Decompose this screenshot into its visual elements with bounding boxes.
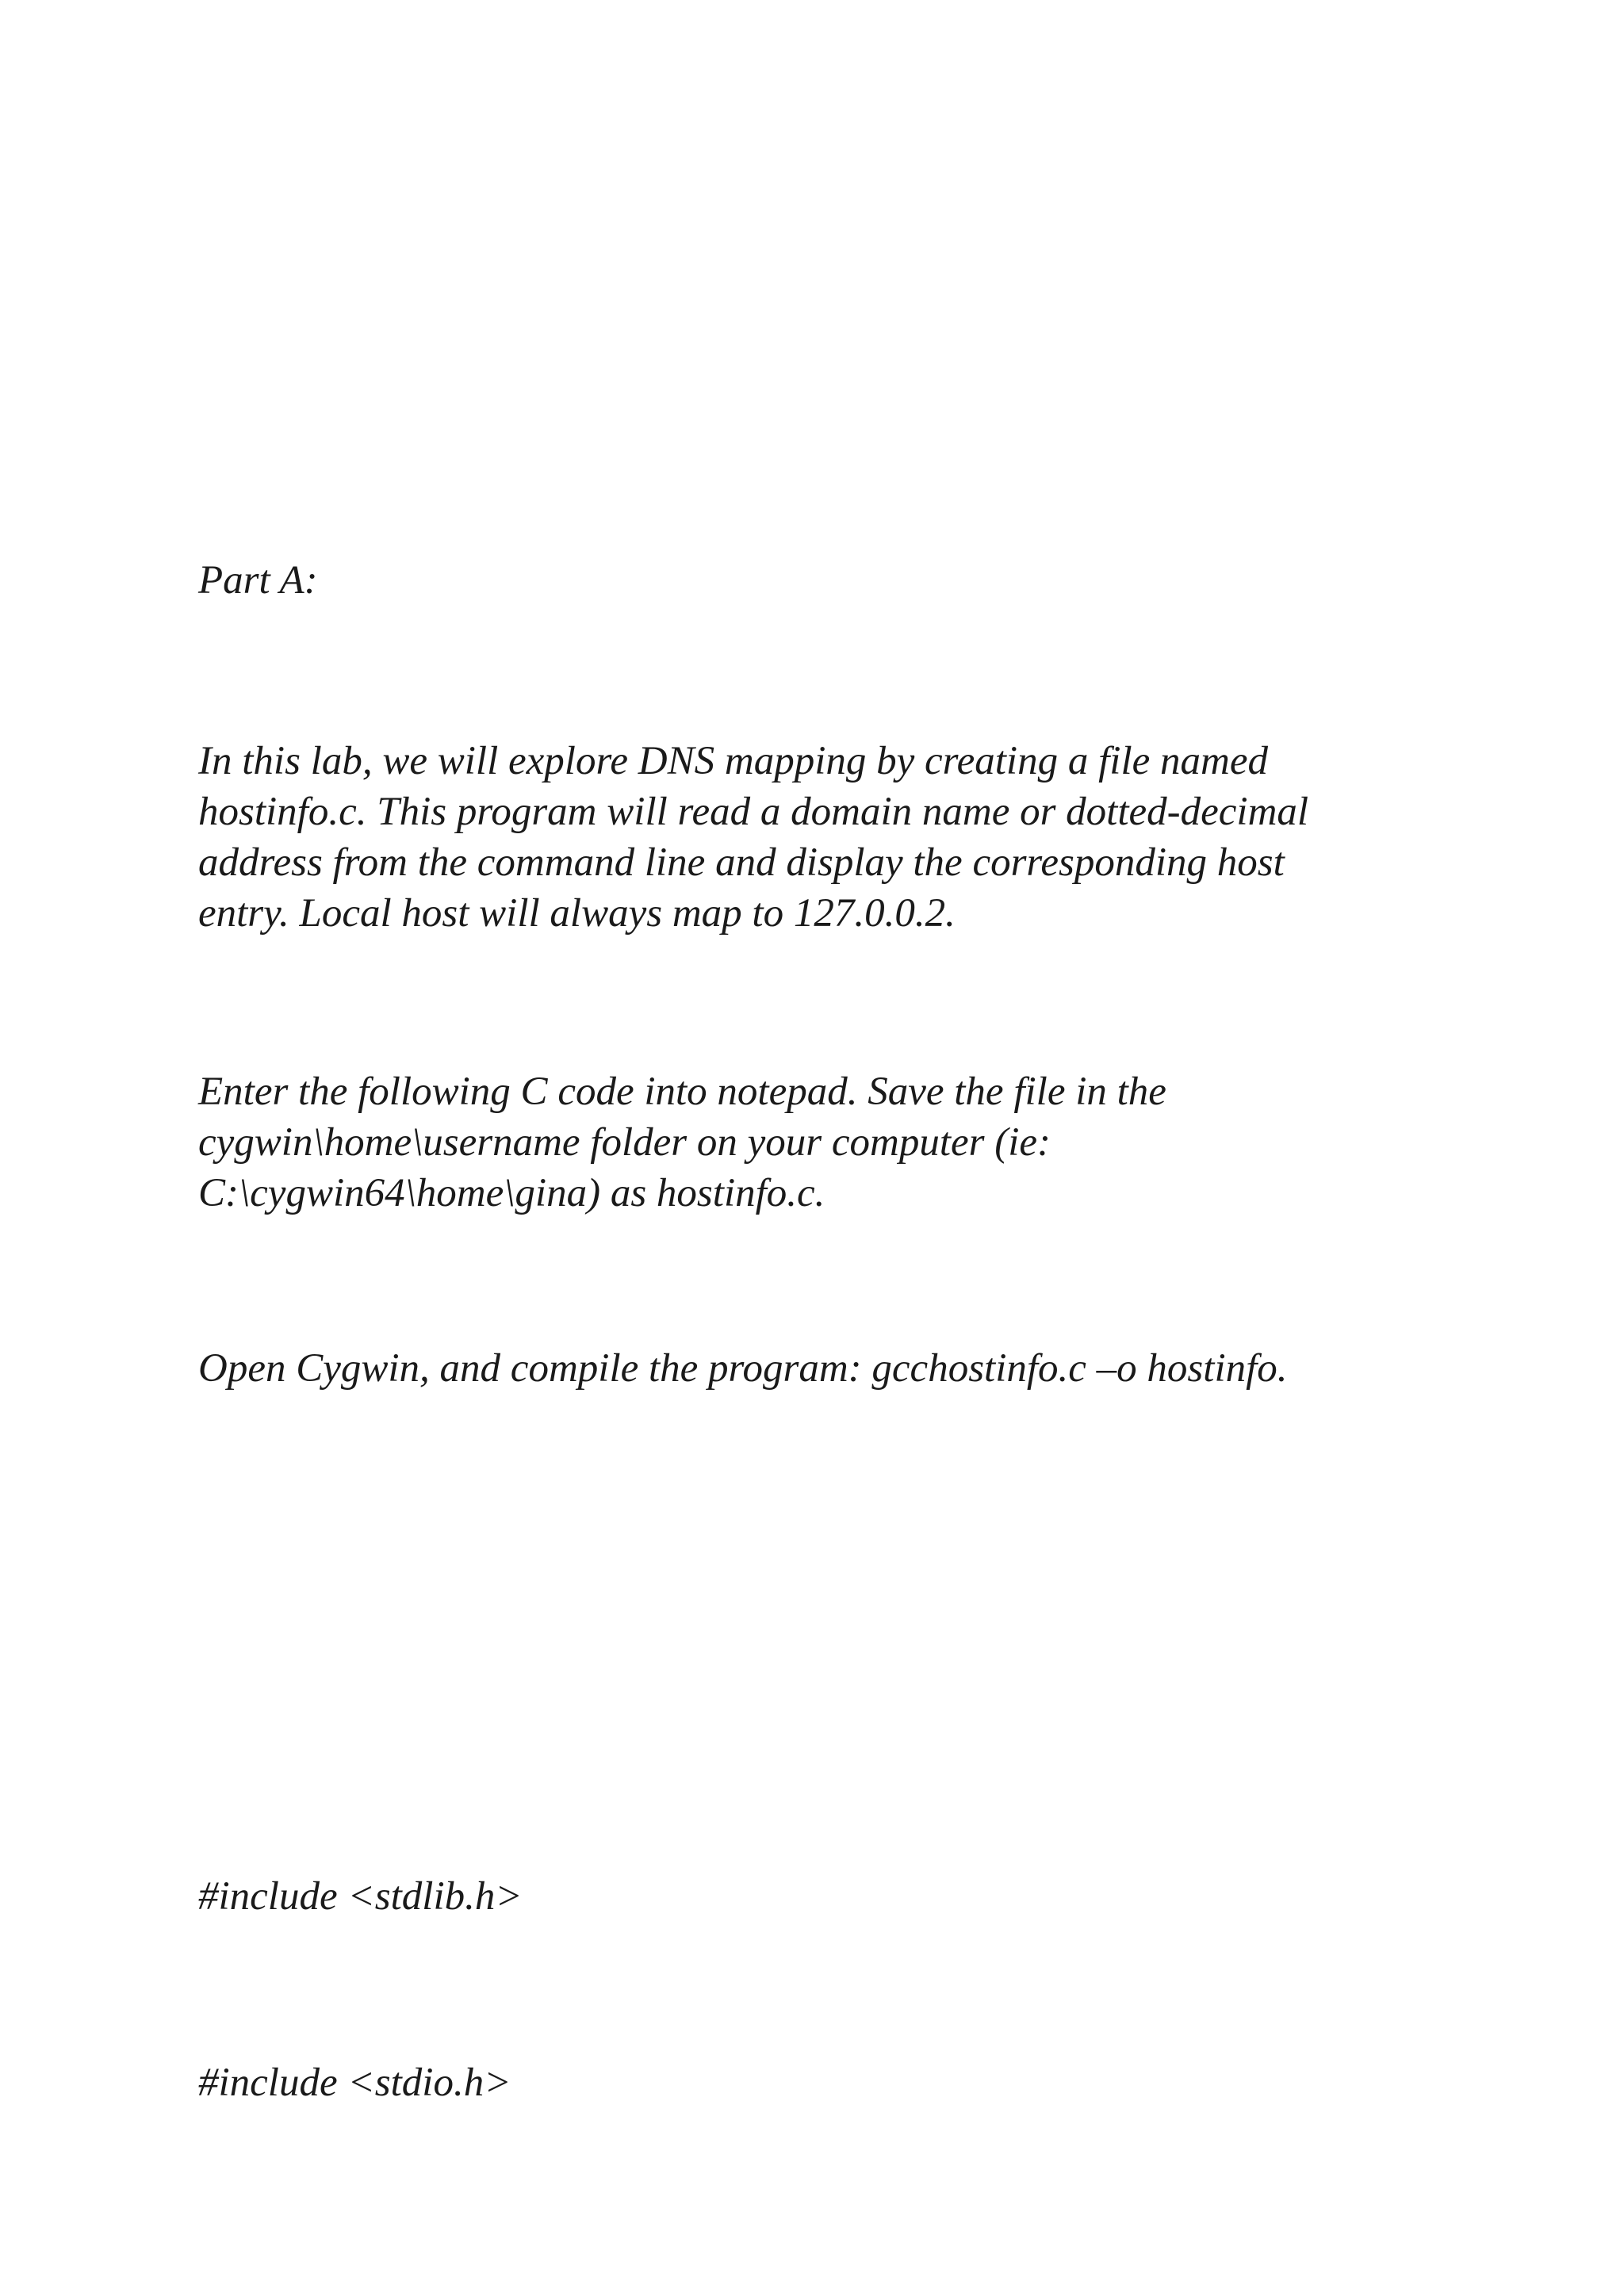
paragraph-line: hostinfo.c. This program will read a domain name or dotted-decimal [198, 790, 1309, 834]
code-line [198, 2057, 1467, 2108]
code-text: #include <stdlib.h> [198, 1874, 523, 1919]
instructions-paragraph [198, 1066, 1467, 1219]
paragraph-line: Enter the following C code into notepad. Save the file in the [198, 1070, 1166, 1114]
intro-paragraph [198, 736, 1467, 939]
paragraph-line: In this lab, we will explore DNS mapping by creating a file named [198, 739, 1268, 783]
paragraph-line: cygwin\home\username folder on your computer (ie: [198, 1120, 1051, 1165]
paragraph-line: Open Cygwin, and compile the program: gcchostinfo.c –o hostinfo. [198, 1346, 1288, 1391]
code-text: #include <stdio.h> [198, 2061, 511, 2105]
paragraph-line: C:\cygwin64\home\gina) as hostinfo.c. [198, 1171, 825, 1215]
paragraph-line: entry. Local host will always map to 127.0.0.2. [198, 891, 956, 936]
code-line [198, 1871, 1467, 1922]
compile-paragraph [198, 1343, 1467, 1394]
heading-text: Part A: [198, 558, 318, 603]
paragraph-line: address from the command line and display the corresponding host [198, 840, 1285, 885]
section-heading [198, 555, 1467, 606]
